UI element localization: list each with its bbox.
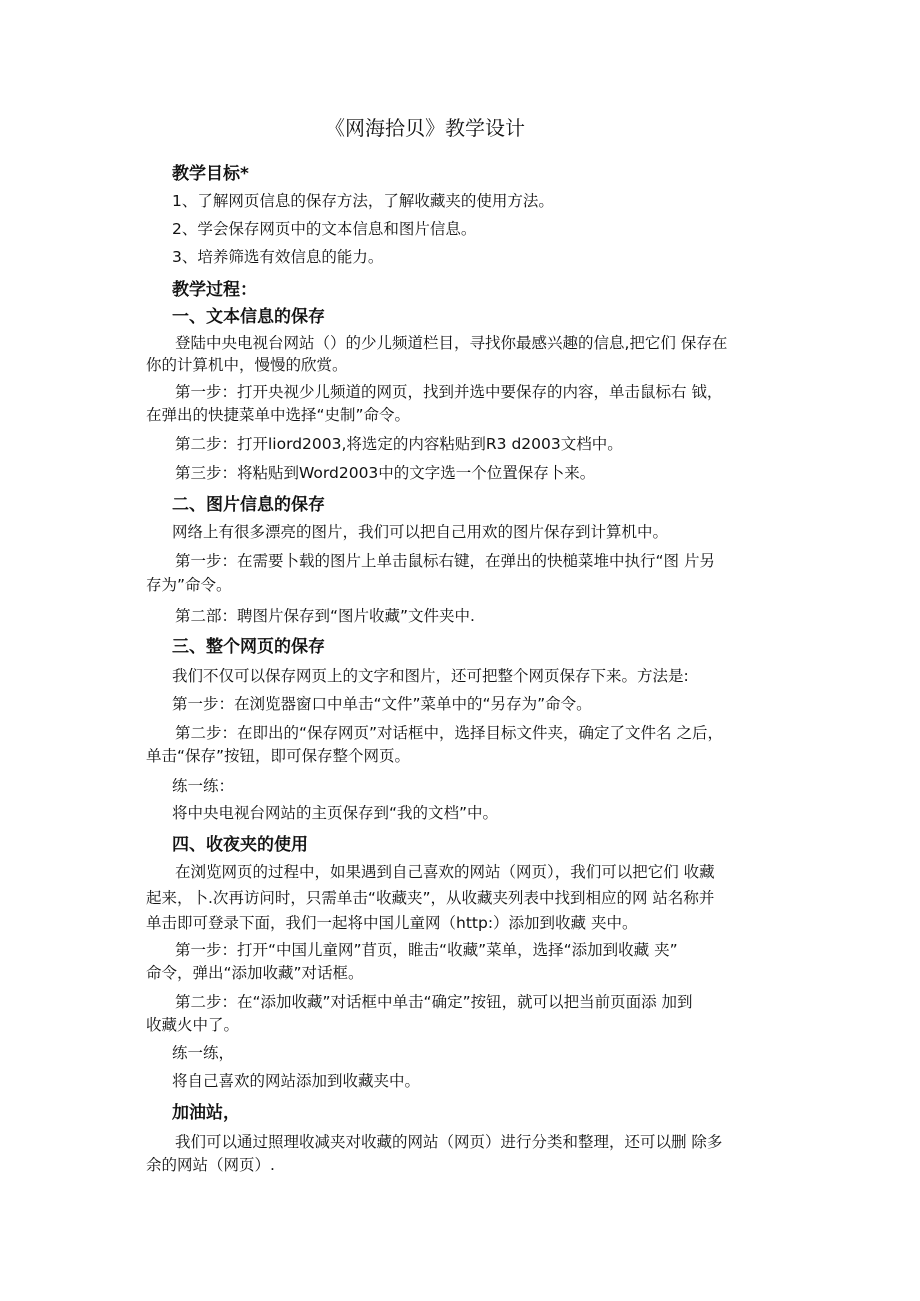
- tips-heading: 加油站，: [172, 1103, 240, 1123]
- paragraph-line: 你的计算机中，慢慢的欣赏。: [146, 356, 348, 374]
- process-heading: 教学过程：: [172, 280, 257, 300]
- paragraph-line: 第一步：在浏览器窗口中单击“文件”菜单中的“另存为”命令。: [172, 695, 592, 713]
- goal-item: 1、了解网页信息的保存方法，了解收藏夹的使用方法。: [172, 192, 554, 210]
- section-heading: 二、图片信息的保存: [172, 495, 325, 515]
- paragraph-line: 收藏火中了。: [146, 1016, 240, 1034]
- goals-heading: 教学目标*: [172, 164, 249, 184]
- paragraph-line: 命令，弹出“添加收藏”对话框。: [146, 964, 364, 982]
- goal-item: 2、学会保存网页中的文本信息和图片信息。: [172, 220, 477, 238]
- paragraph-line: 第二步：在即出的“保存网页”对话框中，选择目标文件夹，确定了文件名 之后，: [175, 724, 723, 742]
- paragraph-line: 第一步：打开“中国儿童网”苜页，睢击“收藏”菜单，选择“添加到收藏 夹”: [175, 941, 678, 959]
- paragraph-line: 登陆中央电视台网站（）的少儿频道栏目，寻找你最感兴趣的信息,把它们 保存在: [175, 334, 728, 352]
- paragraph-line: 存为”命令。: [146, 576, 232, 594]
- paragraph-line: 余的网站（网页）.: [146, 1156, 275, 1174]
- paragraph-line: 我们可以通过照理收减夹对收藏的网站（网页）进行分类和整理，还可以删 除多: [175, 1133, 723, 1151]
- paragraph-line: 我们不仅可以保存网页上的文字和图片，还可把整个网页保存下来。方法是:: [172, 667, 689, 685]
- practice-label: 练一练：: [172, 777, 235, 795]
- paragraph-line: 网络上有很多漂亮的图片，我们可以把自己用欢的图片保存到计算机中。: [172, 523, 669, 541]
- paragraph-line: 在浏览网页的过程中，如果遇到自己喜欢的网站（网页），我们可以把它们 收藏: [175, 863, 715, 881]
- paragraph-line: 第二步：打开liord2003,将选定的内容粘贴到R3 d2003文档中。: [175, 435, 623, 453]
- paragraph-line: 第一步：在需要卜载的图片上单击鼠标右键，在弹出的快槌菜堆中执行“图 片另: [175, 552, 715, 570]
- paragraph-line: 将中央电视台网站的主页保存到“我的文档”中。: [172, 804, 499, 822]
- document-title: 《网海拾贝》教学设计: [325, 116, 525, 140]
- paragraph-line: 将自己喜欢的网站添加到收藏夹中。: [172, 1072, 421, 1090]
- goal-item: 3、培养筛选有效信息的能力。: [172, 248, 384, 266]
- paragraph-line: 第一步：打开央视少儿频道的网页，找到并选中要保存的内容，单击鼠标右 钺，: [175, 383, 723, 401]
- section-heading: 四、收夜夹的使用: [172, 835, 308, 855]
- paragraph-line: 第三步：将粘贴到Word2003中的文字选一个位置保存卜来。: [175, 464, 596, 482]
- paragraph-line: 起来，卜.次再访问时，只需单击“收藏夹”，从收藏夹列表中找到相应的网 站名称并: [146, 889, 715, 907]
- section-heading: 三、整个网页的保存: [172, 637, 325, 657]
- paragraph-line: 第二部：聘图片保存到“图片收藏”文件夹中.: [175, 607, 475, 625]
- paragraph-line: 第二步：在“添加收藏”对话框中单击“确定”按钮，就可以把当前页面添 加到: [175, 993, 693, 1011]
- paragraph-line: 单击“保存”按钮，即可保存整个网页。: [146, 747, 411, 765]
- practice-label: 练一练，: [172, 1044, 235, 1062]
- paragraph-line: 单击即可登录下面，我们一起将中国儿童网（http:）添加到收藏 夹中。: [146, 914, 638, 932]
- section-heading: 一、文本信息的保存: [172, 307, 325, 327]
- paragraph-line: 在弹出的快捷菜单中选择“史制”命令。: [146, 406, 411, 424]
